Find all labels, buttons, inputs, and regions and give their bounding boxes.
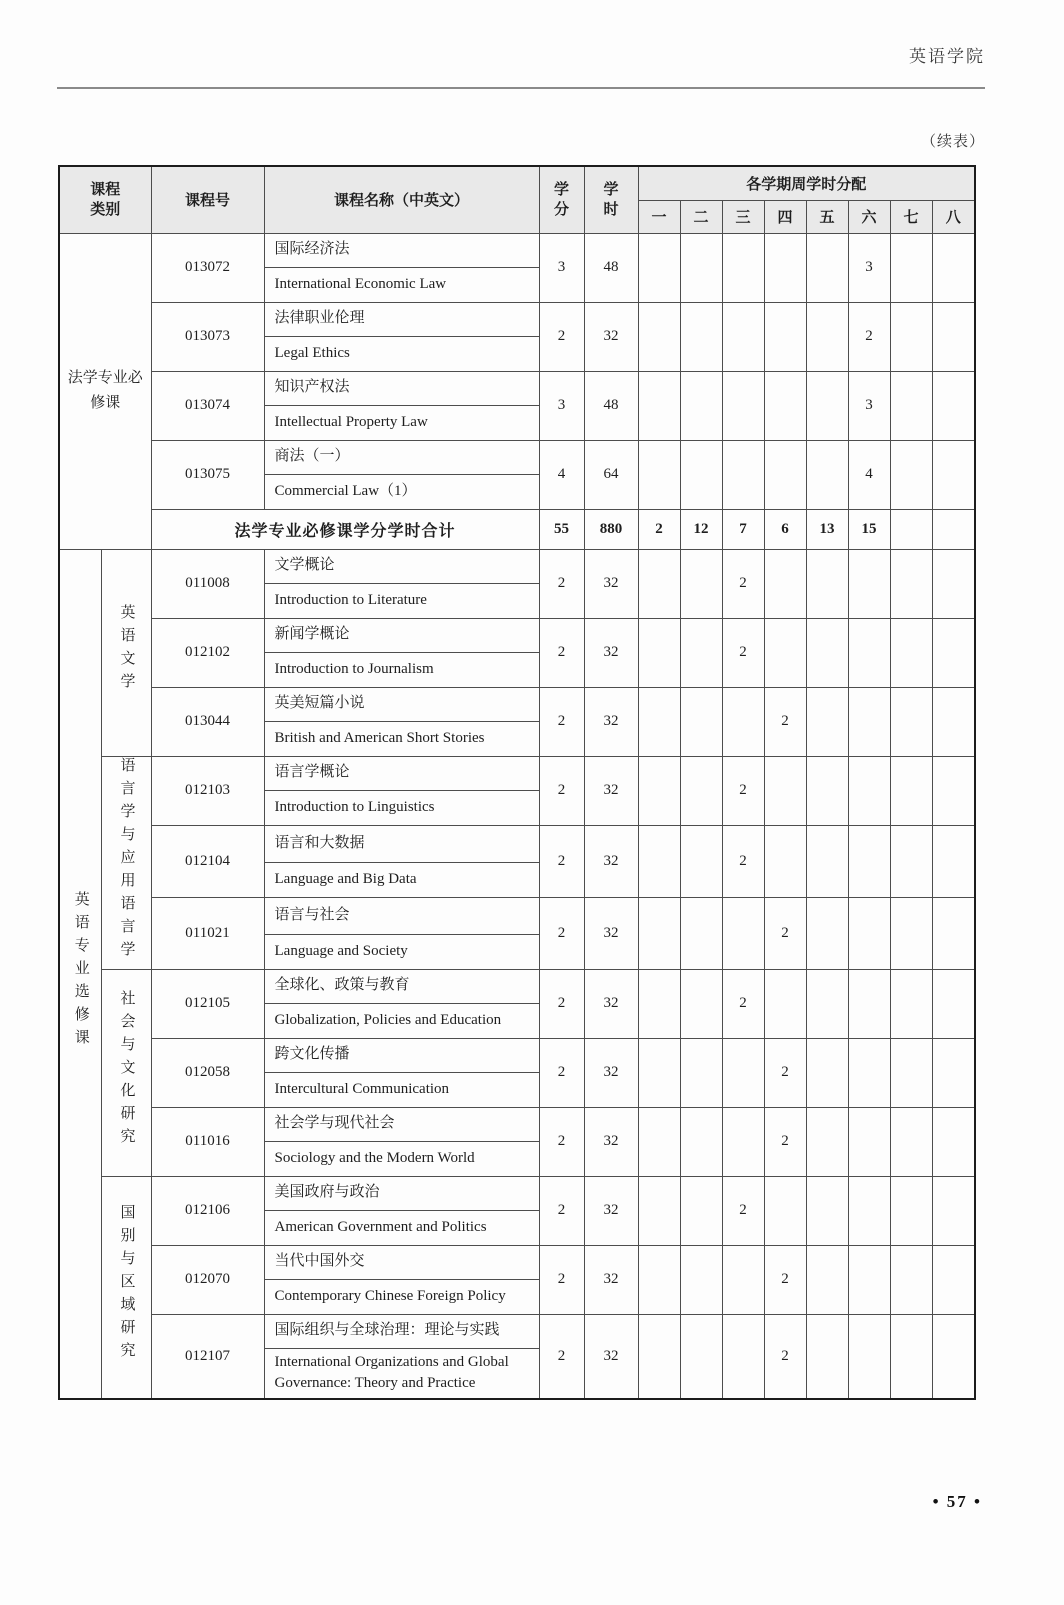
subcategory-label: 国别与区域研究 (118, 1204, 135, 1366)
semester-hours-cell (638, 440, 680, 509)
course-name-en: International Economic Law (264, 267, 539, 302)
semester-hours-cell (764, 302, 806, 371)
header-semester-5: 五 (806, 200, 848, 233)
semester-hours-cell (848, 1107, 890, 1176)
semester-hours-cell (680, 1038, 722, 1107)
section-total-row (59, 509, 975, 549)
course-name-zh: 知识产权法 (264, 371, 539, 405)
semester-hours-cell (848, 897, 890, 969)
hours-cell: 32 (584, 1038, 638, 1107)
course-no-cell: 013074 (151, 371, 264, 440)
credits-cell: 2 (539, 897, 584, 969)
header-semester-2: 二 (680, 200, 722, 233)
course-name-zh: 新闻学概论 (264, 618, 539, 652)
credits-cell: 2 (539, 1176, 584, 1245)
semester-hours-cell (890, 825, 932, 897)
course-row (59, 302, 975, 336)
semester-hours-cell (932, 1245, 975, 1314)
header-semester-1: 一 (638, 200, 680, 233)
semester-hours-cell (680, 233, 722, 302)
semester-hours-cell (848, 756, 890, 825)
hours-cell: 48 (584, 233, 638, 302)
semester-hours-cell: 2 (722, 825, 764, 897)
total-semester-cell (890, 509, 932, 549)
hours-cell: 32 (584, 1314, 638, 1399)
course-name-en: International Organizations and Global Governance: Theory and Practice (264, 1348, 539, 1399)
semester-hours-cell (722, 687, 764, 756)
course-name-zh: 语言和大数据 (264, 825, 539, 862)
total-semester-cell: 7 (722, 509, 764, 549)
semester-hours-cell (722, 440, 764, 509)
semester-hours-cell (890, 756, 932, 825)
course-no-cell: 013075 (151, 440, 264, 509)
credits-cell: 4 (539, 440, 584, 509)
table-body (59, 233, 975, 1399)
credits-cell: 2 (539, 1038, 584, 1107)
semester-hours-cell (680, 371, 722, 440)
semester-hours-cell (890, 1107, 932, 1176)
semester-hours-cell (848, 1245, 890, 1314)
course-no-cell: 011021 (151, 897, 264, 969)
credits-cell: 2 (539, 969, 584, 1038)
semester-hours-cell (806, 897, 848, 969)
category-cell (59, 233, 151, 549)
hours-cell: 32 (584, 687, 638, 756)
semester-hours-cell (890, 687, 932, 756)
semester-hours-cell (932, 618, 975, 687)
semester-hours-cell (806, 756, 848, 825)
hours-cell: 32 (584, 1107, 638, 1176)
semester-hours-cell (638, 1314, 680, 1399)
semester-hours-cell (848, 549, 890, 618)
course-no-cell: 012058 (151, 1038, 264, 1107)
semester-hours-cell (848, 1314, 890, 1399)
semester-hours-cell (806, 825, 848, 897)
semester-hours-cell (932, 969, 975, 1038)
page-header (57, 42, 985, 89)
course-row (59, 756, 975, 790)
semester-hours-cell (806, 1314, 848, 1399)
credits-cell: 2 (539, 549, 584, 618)
semester-hours-cell (806, 687, 848, 756)
semester-hours-cell (806, 440, 848, 509)
course-name-zh: 当代中国外交 (264, 1245, 539, 1279)
course-row (59, 1038, 975, 1072)
subcategory-label: 英语文学 (118, 604, 135, 696)
semester-hours-cell: 2 (764, 1038, 806, 1107)
semester-hours-cell (764, 825, 806, 897)
credits-cell: 3 (539, 233, 584, 302)
course-no-cell: 012107 (151, 1314, 264, 1399)
semester-hours-cell: 2 (764, 687, 806, 756)
course-name-en: British and American Short Stories (264, 721, 539, 756)
subcategory-cell (101, 1176, 151, 1399)
semester-hours-cell (932, 549, 975, 618)
course-name-zh: 商法（一） (264, 440, 539, 474)
hours-cell: 32 (584, 1176, 638, 1245)
semester-hours-cell (890, 549, 932, 618)
course-name-en: Introduction to Journalism (264, 652, 539, 687)
semester-hours-cell (890, 233, 932, 302)
semester-hours-cell (890, 440, 932, 509)
course-no-cell: 012106 (151, 1176, 264, 1245)
semester-hours-cell (680, 1107, 722, 1176)
course-name-zh: 全球化、政策与教育 (264, 969, 539, 1003)
semester-hours-cell (722, 1314, 764, 1399)
course-name-zh: 国际经济法 (264, 233, 539, 267)
semester-hours-cell (890, 302, 932, 371)
semester-hours-cell: 2 (764, 1107, 806, 1176)
subcategory-cell (101, 756, 151, 969)
course-no-cell: 011008 (151, 549, 264, 618)
course-no-cell: 011016 (151, 1107, 264, 1176)
total-semester-cell (932, 509, 975, 549)
course-row (59, 440, 975, 474)
header-hours: 学时 (584, 166, 638, 233)
semester-hours-cell (848, 618, 890, 687)
total-label-cell: 法学专业必修课学分学时合计 (151, 509, 539, 549)
semester-hours-cell (932, 1107, 975, 1176)
total-hours-cell: 880 (584, 509, 638, 549)
hours-cell: 32 (584, 756, 638, 825)
semester-hours-cell: 2 (722, 618, 764, 687)
semester-hours-cell (806, 1038, 848, 1107)
college-name: 英语学院 (909, 47, 985, 66)
continued-table-note: （续表） (920, 134, 985, 150)
course-no-cell: 013044 (151, 687, 264, 756)
subcategory-label: 语言学与应用语言学 (118, 756, 135, 964)
course-name-en: Introduction to Literature (264, 583, 539, 618)
hours-cell: 32 (584, 302, 638, 371)
course-name-zh: 法律职业伦理 (264, 302, 539, 336)
semester-hours-cell (638, 302, 680, 371)
semester-hours-cell (764, 969, 806, 1038)
header-semester-7: 七 (890, 200, 932, 233)
hours-cell: 32 (584, 618, 638, 687)
hours-cell: 32 (584, 1245, 638, 1314)
category-cell (59, 549, 101, 1399)
course-name-zh: 国际组织与全球治理：理论与实践 (264, 1314, 539, 1348)
semester-hours-cell: 2 (722, 549, 764, 618)
semester-hours-cell (764, 618, 806, 687)
course-name-zh: 语言与社会 (264, 897, 539, 934)
semester-hours-cell (932, 825, 975, 897)
semester-hours-cell: 2 (848, 302, 890, 371)
hours-cell: 48 (584, 371, 638, 440)
semester-hours-cell (680, 1245, 722, 1314)
semester-hours-cell: 2 (764, 1245, 806, 1314)
semester-hours-cell (890, 371, 932, 440)
hours-cell: 32 (584, 969, 638, 1038)
subcategory-label: 社会与文化研究 (118, 989, 135, 1151)
page-number: • 57 • (932, 1492, 982, 1511)
header-credits: 学分 (539, 166, 584, 233)
semester-hours-cell: 3 (848, 233, 890, 302)
course-no-cell: 012103 (151, 756, 264, 825)
semester-hours-cell (680, 549, 722, 618)
semester-hours-cell (806, 1107, 848, 1176)
semester-hours-cell (806, 302, 848, 371)
course-row (59, 233, 975, 267)
header-category: 课程类别 (59, 166, 151, 233)
semester-hours-cell (764, 440, 806, 509)
course-no-cell: 012070 (151, 1245, 264, 1314)
semester-hours-cell (638, 371, 680, 440)
semester-hours-cell (890, 1314, 932, 1399)
semester-hours-cell (680, 1176, 722, 1245)
semester-hours-cell (806, 969, 848, 1038)
header-course-no: 课程号 (151, 166, 264, 233)
semester-hours-cell (932, 1314, 975, 1399)
semester-hours-cell (932, 897, 975, 969)
course-row (59, 1245, 975, 1279)
semester-hours-cell (722, 1245, 764, 1314)
credits-cell: 3 (539, 371, 584, 440)
table-header (59, 166, 975, 233)
semester-hours-cell (890, 969, 932, 1038)
course-row (59, 1176, 975, 1210)
semester-hours-cell (722, 302, 764, 371)
semester-hours-cell: 2 (722, 1176, 764, 1245)
semester-hours-cell (680, 440, 722, 509)
course-name-en: Globalization, Policies and Education (264, 1003, 539, 1038)
semester-hours-cell (932, 302, 975, 371)
course-name-en: Language and Society (264, 934, 539, 969)
credits-cell: 2 (539, 1245, 584, 1314)
semester-hours-cell (890, 618, 932, 687)
course-row (59, 618, 975, 652)
semester-hours-cell (680, 618, 722, 687)
semester-hours-cell (764, 1176, 806, 1245)
semester-hours-cell (722, 1038, 764, 1107)
hours-cell: 64 (584, 440, 638, 509)
semester-hours-cell (932, 440, 975, 509)
header-semester-group: 各学期周学时分配 (638, 166, 975, 200)
semester-hours-cell (680, 825, 722, 897)
course-row (59, 969, 975, 1003)
course-row (59, 549, 975, 583)
course-name-en: Intercultural Communication (264, 1072, 539, 1107)
category-label: 英语专业选修课 (72, 890, 89, 1052)
semester-hours-cell: 4 (848, 440, 890, 509)
semester-hours-cell (722, 897, 764, 969)
semester-hours-cell (932, 687, 975, 756)
credits-cell: 2 (539, 302, 584, 371)
semester-hours-cell (932, 233, 975, 302)
semester-hours-cell (848, 1176, 890, 1245)
hours-cell: 32 (584, 897, 638, 969)
course-no-cell: 013073 (151, 302, 264, 371)
header-semester-4: 四 (764, 200, 806, 233)
credits-cell: 2 (539, 687, 584, 756)
semester-hours-cell (638, 549, 680, 618)
category-label: 法学专业必修课 (67, 369, 143, 411)
course-row (59, 897, 975, 934)
course-name-zh: 文学概论 (264, 549, 539, 583)
credits-cell: 2 (539, 1314, 584, 1399)
semester-hours-cell (848, 1038, 890, 1107)
hours-cell: 32 (584, 549, 638, 618)
semester-hours-cell: 2 (722, 969, 764, 1038)
credits-cell: 2 (539, 756, 584, 825)
semester-hours-cell (722, 371, 764, 440)
semester-hours-cell (638, 687, 680, 756)
course-name-zh: 社会学与现代社会 (264, 1107, 539, 1141)
course-row (59, 825, 975, 862)
semester-hours-cell (806, 1245, 848, 1314)
semester-hours-cell (722, 233, 764, 302)
course-name-en: Commercial Law（1） (264, 474, 539, 509)
semester-hours-cell (680, 687, 722, 756)
course-name-zh: 跨文化传播 (264, 1038, 539, 1072)
course-row (59, 371, 975, 405)
semester-hours-cell (638, 756, 680, 825)
header-semester-8: 八 (932, 200, 975, 233)
semester-hours-cell (638, 825, 680, 897)
semester-hours-cell (722, 1107, 764, 1176)
semester-hours-cell (680, 302, 722, 371)
semester-hours-cell (848, 825, 890, 897)
total-semester-cell: 13 (806, 509, 848, 549)
semester-hours-cell (638, 1245, 680, 1314)
total-credits-cell: 55 (539, 509, 584, 549)
course-name-en: Legal Ethics (264, 336, 539, 371)
semester-hours-cell (638, 233, 680, 302)
semester-hours-cell (680, 897, 722, 969)
semester-hours-cell (848, 969, 890, 1038)
semester-hours-cell (932, 756, 975, 825)
course-name-en: Language and Big Data (264, 862, 539, 897)
course-name-en: Contemporary Chinese Foreign Policy (264, 1279, 539, 1314)
semester-hours-cell (764, 549, 806, 618)
subcategory-cell (101, 969, 151, 1176)
hours-cell: 32 (584, 825, 638, 897)
course-no-cell: 012102 (151, 618, 264, 687)
total-semester-cell: 15 (848, 509, 890, 549)
semester-hours-cell (806, 233, 848, 302)
header-semester-6: 六 (848, 200, 890, 233)
semester-hours-cell (932, 1038, 975, 1107)
course-name-zh: 英美短篇小说 (264, 687, 539, 721)
semester-hours-cell: 3 (848, 371, 890, 440)
semester-hours-cell (638, 1107, 680, 1176)
semester-hours-cell: 2 (764, 1314, 806, 1399)
semester-hours-cell (890, 1245, 932, 1314)
total-semester-cell: 6 (764, 509, 806, 549)
course-name-en: Introduction to Linguistics (264, 790, 539, 825)
course-no-cell: 013072 (151, 233, 264, 302)
course-no-cell: 012104 (151, 825, 264, 897)
semester-hours-cell (890, 1038, 932, 1107)
course-row (59, 687, 975, 721)
subcategory-cell (101, 549, 151, 756)
semester-hours-cell (890, 1176, 932, 1245)
course-name-zh: 美国政府与政治 (264, 1176, 539, 1210)
semester-hours-cell: 2 (722, 756, 764, 825)
semester-hours-cell (932, 1176, 975, 1245)
semester-hours-cell (890, 897, 932, 969)
semester-hours-cell (764, 756, 806, 825)
header-row-1 (59, 166, 975, 200)
semester-hours-cell (638, 618, 680, 687)
total-semester-cell: 2 (638, 509, 680, 549)
semester-hours-cell (638, 969, 680, 1038)
course-row (59, 1314, 975, 1348)
semester-hours-cell (680, 1314, 722, 1399)
total-semester-cell: 12 (680, 509, 722, 549)
semester-hours-cell: 2 (764, 897, 806, 969)
course-name-en: Intellectual Property Law (264, 405, 539, 440)
header-course-name: 课程名称（中英文） (264, 166, 539, 233)
course-name-zh: 语言学概论 (264, 756, 539, 790)
course-no-cell: 012105 (151, 969, 264, 1038)
semester-hours-cell (764, 233, 806, 302)
course-name-en: American Government and Politics (264, 1210, 539, 1245)
semester-hours-cell (806, 549, 848, 618)
credits-cell: 2 (539, 1107, 584, 1176)
semester-hours-cell (638, 1038, 680, 1107)
semester-hours-cell (764, 371, 806, 440)
semester-hours-cell (680, 756, 722, 825)
semester-hours-cell (638, 1176, 680, 1245)
semester-hours-cell (932, 371, 975, 440)
credits-cell: 2 (539, 825, 584, 897)
semester-hours-cell (680, 969, 722, 1038)
semester-hours-cell (848, 687, 890, 756)
semester-hours-cell (806, 618, 848, 687)
course-name-en: Sociology and the Modern World (264, 1141, 539, 1176)
header-semester-3: 三 (722, 200, 764, 233)
semester-hours-cell (806, 1176, 848, 1245)
semester-hours-cell (638, 897, 680, 969)
curriculum-table (58, 165, 976, 1400)
semester-hours-cell (806, 371, 848, 440)
credits-cell: 2 (539, 618, 584, 687)
course-row (59, 1107, 975, 1141)
